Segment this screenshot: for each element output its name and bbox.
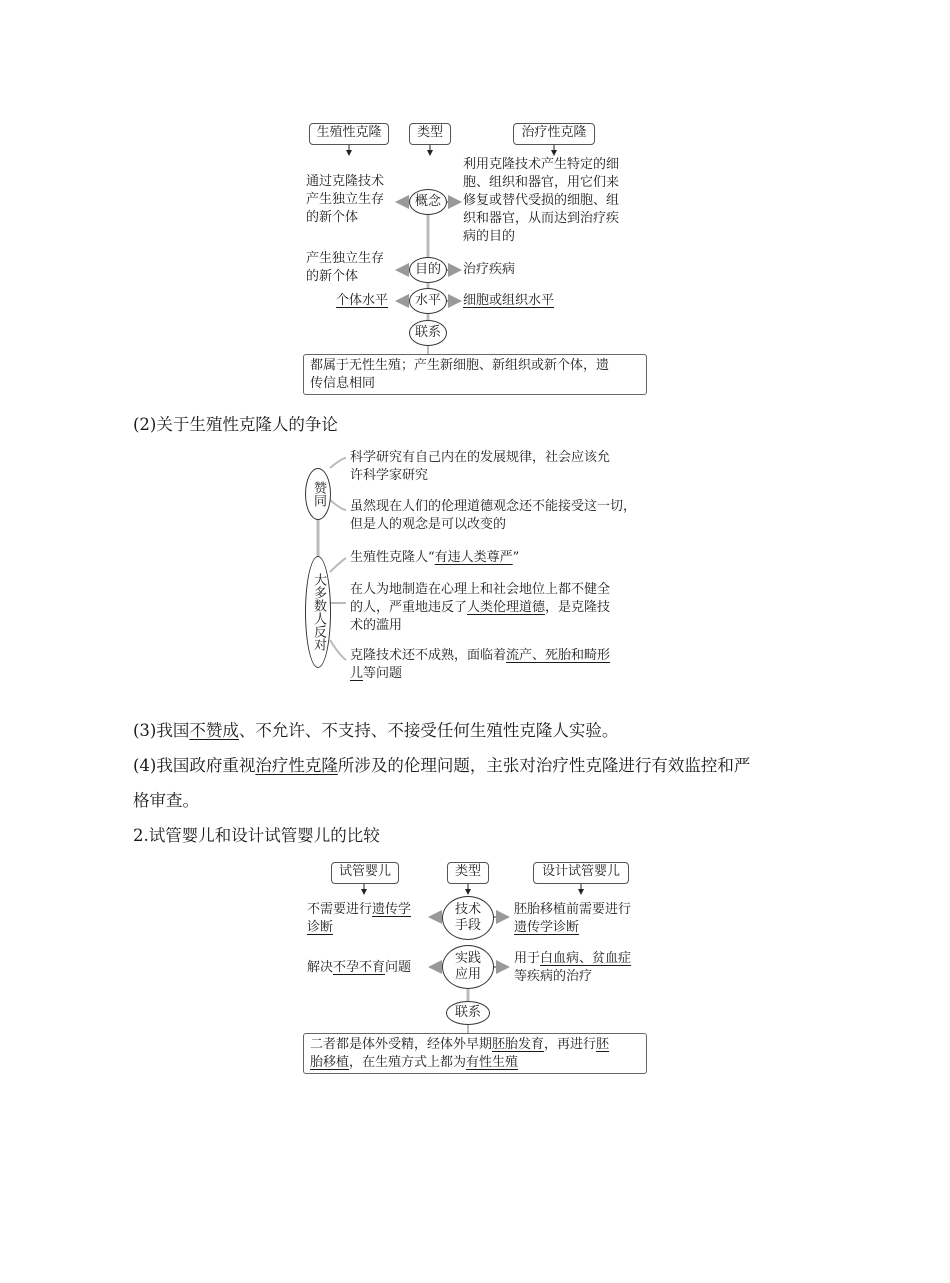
concept-left-text: 通过克隆技术 产生独立生存 的新个体 (306, 174, 385, 225)
application-right-text: 用于白血病、贫血症 等疾病的治疗 (514, 951, 632, 984)
header-reproductive-cloning: 生殖性克隆 (309, 123, 389, 145)
oppose-label: 大多数人反对 (311, 573, 326, 651)
technique-right-text: 胚胎移植前需要进行 遗传学诊断 (514, 902, 632, 935)
level-right-text: 细胞或组织水平 (463, 293, 555, 308)
support-label: 赞同 (311, 481, 326, 507)
header-ivf-baby: 试管婴儿 (331, 862, 399, 884)
diagram1-summary: 都属于无性生殖；产生新细胞、新组织或新个体，遗 传信息相同 (303, 354, 647, 395)
diagram3-summary: 二者都是体外受精，经体外早期胚胎发育，再进行胚 胎移植，在生殖方式上都为有性生殖 (303, 1033, 647, 1074)
node-oppose (305, 556, 331, 668)
purpose-left-text: 产生独立生存 的新个体 (306, 251, 385, 284)
node-application: 实践 应用 (442, 945, 494, 989)
oppose-item-1: 生殖性克隆人“有违人类尊严” (350, 550, 520, 565)
purpose-right-text: 治疗疾病 (463, 262, 516, 277)
header-type: 类型 (409, 123, 451, 145)
support-item-1: 科学研究有自己内在的发展规律，社会应该允 许科学家研究 (350, 450, 611, 483)
level-left-text: 个体水平 (336, 293, 389, 308)
concept-right-text: 利用克隆技术产生特定的细 胞、组织和器官，用它们来 修复或替代受损的细胞、组 织和器官，从而达到治疗疾 病的目的 (463, 157, 620, 244)
node-purpose: 目的 (409, 257, 447, 283)
node-concept: 概念 (409, 189, 447, 215)
node-relation-2: 联系 (446, 1001, 490, 1025)
node-relation: 联系 (409, 320, 447, 346)
paragraph-3: (3)我国不赞成、不允许、不支持、不接受任何生殖性克隆人实验。 (133, 721, 619, 740)
header-designer-ivf-baby: 设计试管婴儿 (533, 862, 629, 884)
heading-ivf-comparison: 2.试管婴儿和设计试管婴儿的比较 (133, 826, 380, 845)
paragraph-4-line2: 格审查。 (133, 791, 199, 810)
technique-left-text: 不需要进行遗传学 诊断 (307, 902, 412, 935)
header-therapeutic-cloning: 治疗性克隆 (513, 123, 595, 145)
support-item-2: 虽然现在人们的伦理道德观念还不能接受这一切， 但是人的观念是可以改变的 (350, 499, 637, 532)
oppose-item-3: 克隆技术还不成熟，面临着流产、死胎和畸形 儿等问题 (350, 648, 611, 681)
node-technique: 技术 手段 (442, 896, 494, 940)
header-type-2: 类型 (447, 862, 489, 884)
node-level: 水平 (409, 288, 447, 314)
heading-cloning-debate: (2)关于生殖性克隆人的争论 (133, 415, 338, 434)
node-support (305, 468, 331, 520)
paragraph-4: (4)我国政府重视治疗性克隆所涉及的伦理问题，主张对治疗性克隆进行有效监控和严 (133, 756, 751, 775)
oppose-item-2: 在人为地制造在心理上和社会地位上都不健全 的人，严重地违反了人类伦理道德，是克隆技 术的滥用 (350, 582, 611, 633)
application-left-text: 解决不孕不育问题 (307, 960, 412, 975)
